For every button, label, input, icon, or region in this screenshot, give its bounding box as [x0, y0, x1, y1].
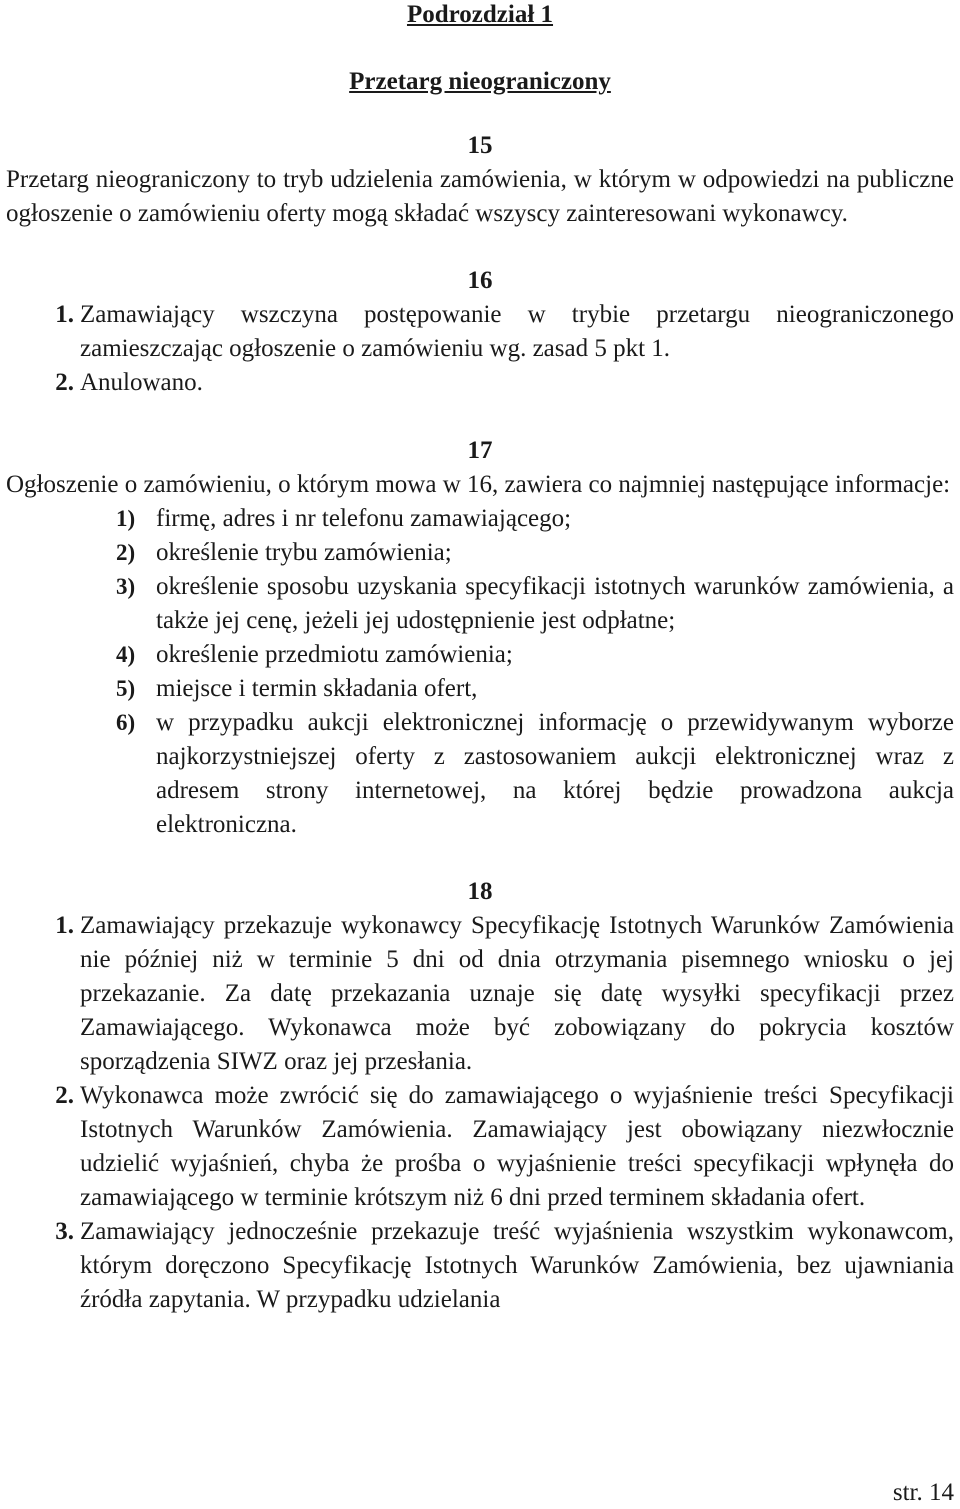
section-16-heading — [6, 264, 954, 298]
list-item-number: 2) — [116, 540, 136, 565]
section-18-point — [6, 1079, 954, 1215]
point-number: 1. — [55, 912, 74, 939]
list-item — [116, 570, 954, 638]
point-text: Zamawiający jednocześnie przekazuje treść wyjaśnienia wszystkim wykonawcom, którym doręczono Specyfikację Istotnych Warunków Zamówienia, bez ujawniania źródła zapytania. W przypadku udzielania — [80, 1218, 954, 1313]
section-16-point — [6, 366, 954, 400]
point-number: 2. — [55, 369, 74, 396]
section-number: 16 — [467, 267, 493, 294]
section-number: 15 — [467, 132, 493, 159]
list-item — [116, 638, 954, 672]
list-item-text: określenie sposobu uzyskania specyfikacji istotnych warunków zamówienia, a także jej cenę, jeżeli jej udostępnienie jest odpłatne; — [156, 573, 954, 634]
point-text: Wykonawca może zwrócić się do zamawiającego o wyjaśnienie treści Specyfikacji Istotnych Warunków Zamówienia. Zamawiający jest obowiązany niezwłocznie udzielić wyjaśnień, chyba że prośba o wyjaśnienie treści specyfikacji wpłynęła do zamawiającego w terminie krótszym niż 6 dni przed terminem składania ofert. — [80, 1082, 954, 1211]
point-text: Zamawiający wszczyna postępowanie w trybie przetargu nieograniczonego zamieszczając ogłoszenie o zamówieniu wg. zasad 5 pkt 1. — [80, 301, 954, 362]
list-item-number: 4) — [116, 642, 136, 667]
list-item — [116, 672, 954, 706]
section-16-point — [6, 298, 954, 366]
section-17-list — [6, 502, 954, 842]
list-item-number: 5) — [116, 676, 136, 701]
section-title: Przetarg nieograniczony — [349, 68, 611, 95]
section-15-heading — [6, 129, 954, 163]
point-number: 3. — [55, 1218, 74, 1245]
section-number: 17 — [467, 437, 493, 464]
point-number: 2. — [55, 1082, 74, 1109]
list-item-number: 1) — [116, 506, 136, 531]
page-number: str. 14 — [892, 1479, 954, 1506]
subchapter-title: Podrozdział 1 — [406, 1, 554, 28]
list-item-number: 3) — [116, 574, 136, 599]
section-18-heading — [6, 875, 954, 909]
section-17-intro: Ogłoszenie o zamówieniu, o którym mowa w 16, zawiera co najmniej następujące informacje: — [6, 471, 951, 498]
list-item-text: firmę, adres i nr telefonu zamawiającego; — [156, 505, 572, 532]
point-text: Zamawiający przekazuje wykonawcy Specyfikację Istotnych Warunków Zamówienia nie później niż w terminie 5 dni od dnia otrzymania pisemnego wniosku o jej przekazanie. Za datę przekazania uznaje się datę wysyłki specyfikacji przez Zamawiającego. Wykonawca może być zobowiązany do pokrycia kosztów sporządzenia SIWZ oraz jej przesłania. — [80, 912, 954, 1075]
point-text: Anulowano. — [80, 369, 203, 396]
list-item-number: 6) — [116, 710, 136, 735]
section-18-point — [6, 909, 954, 1079]
section-number: 18 — [467, 878, 493, 905]
section-15-text: Przetarg nieograniczony to tryb udzielenia zamówienia, w którym w odpowiedzi na publiczne ogłoszenie o zamówieniu oferty mogą składać wszyscy zainteresowani wykonawcy. — [6, 166, 954, 227]
list-item-text: w przypadku aukcji elektronicznej informację o przewidywanym wyborze najkorzystniejszej oferty z zastosowaniem aukcji elektronicznej wraz z adresem strony internetowej, na której będzie prowadzona aukcja elektroniczna. — [156, 709, 954, 838]
point-number: 1. — [55, 301, 74, 328]
section-17-heading — [6, 434, 954, 468]
list-item — [116, 706, 954, 842]
section-18-point — [6, 1215, 954, 1317]
document-page — [6, 0, 954, 1317]
list-item — [116, 536, 954, 570]
list-item-text: określenie trybu zamówienia; — [156, 539, 452, 566]
list-item — [116, 502, 954, 536]
list-item-text: określenie przedmiotu zamówienia; — [156, 641, 513, 668]
list-item-text: miejsce i termin składania ofert, — [156, 675, 478, 702]
